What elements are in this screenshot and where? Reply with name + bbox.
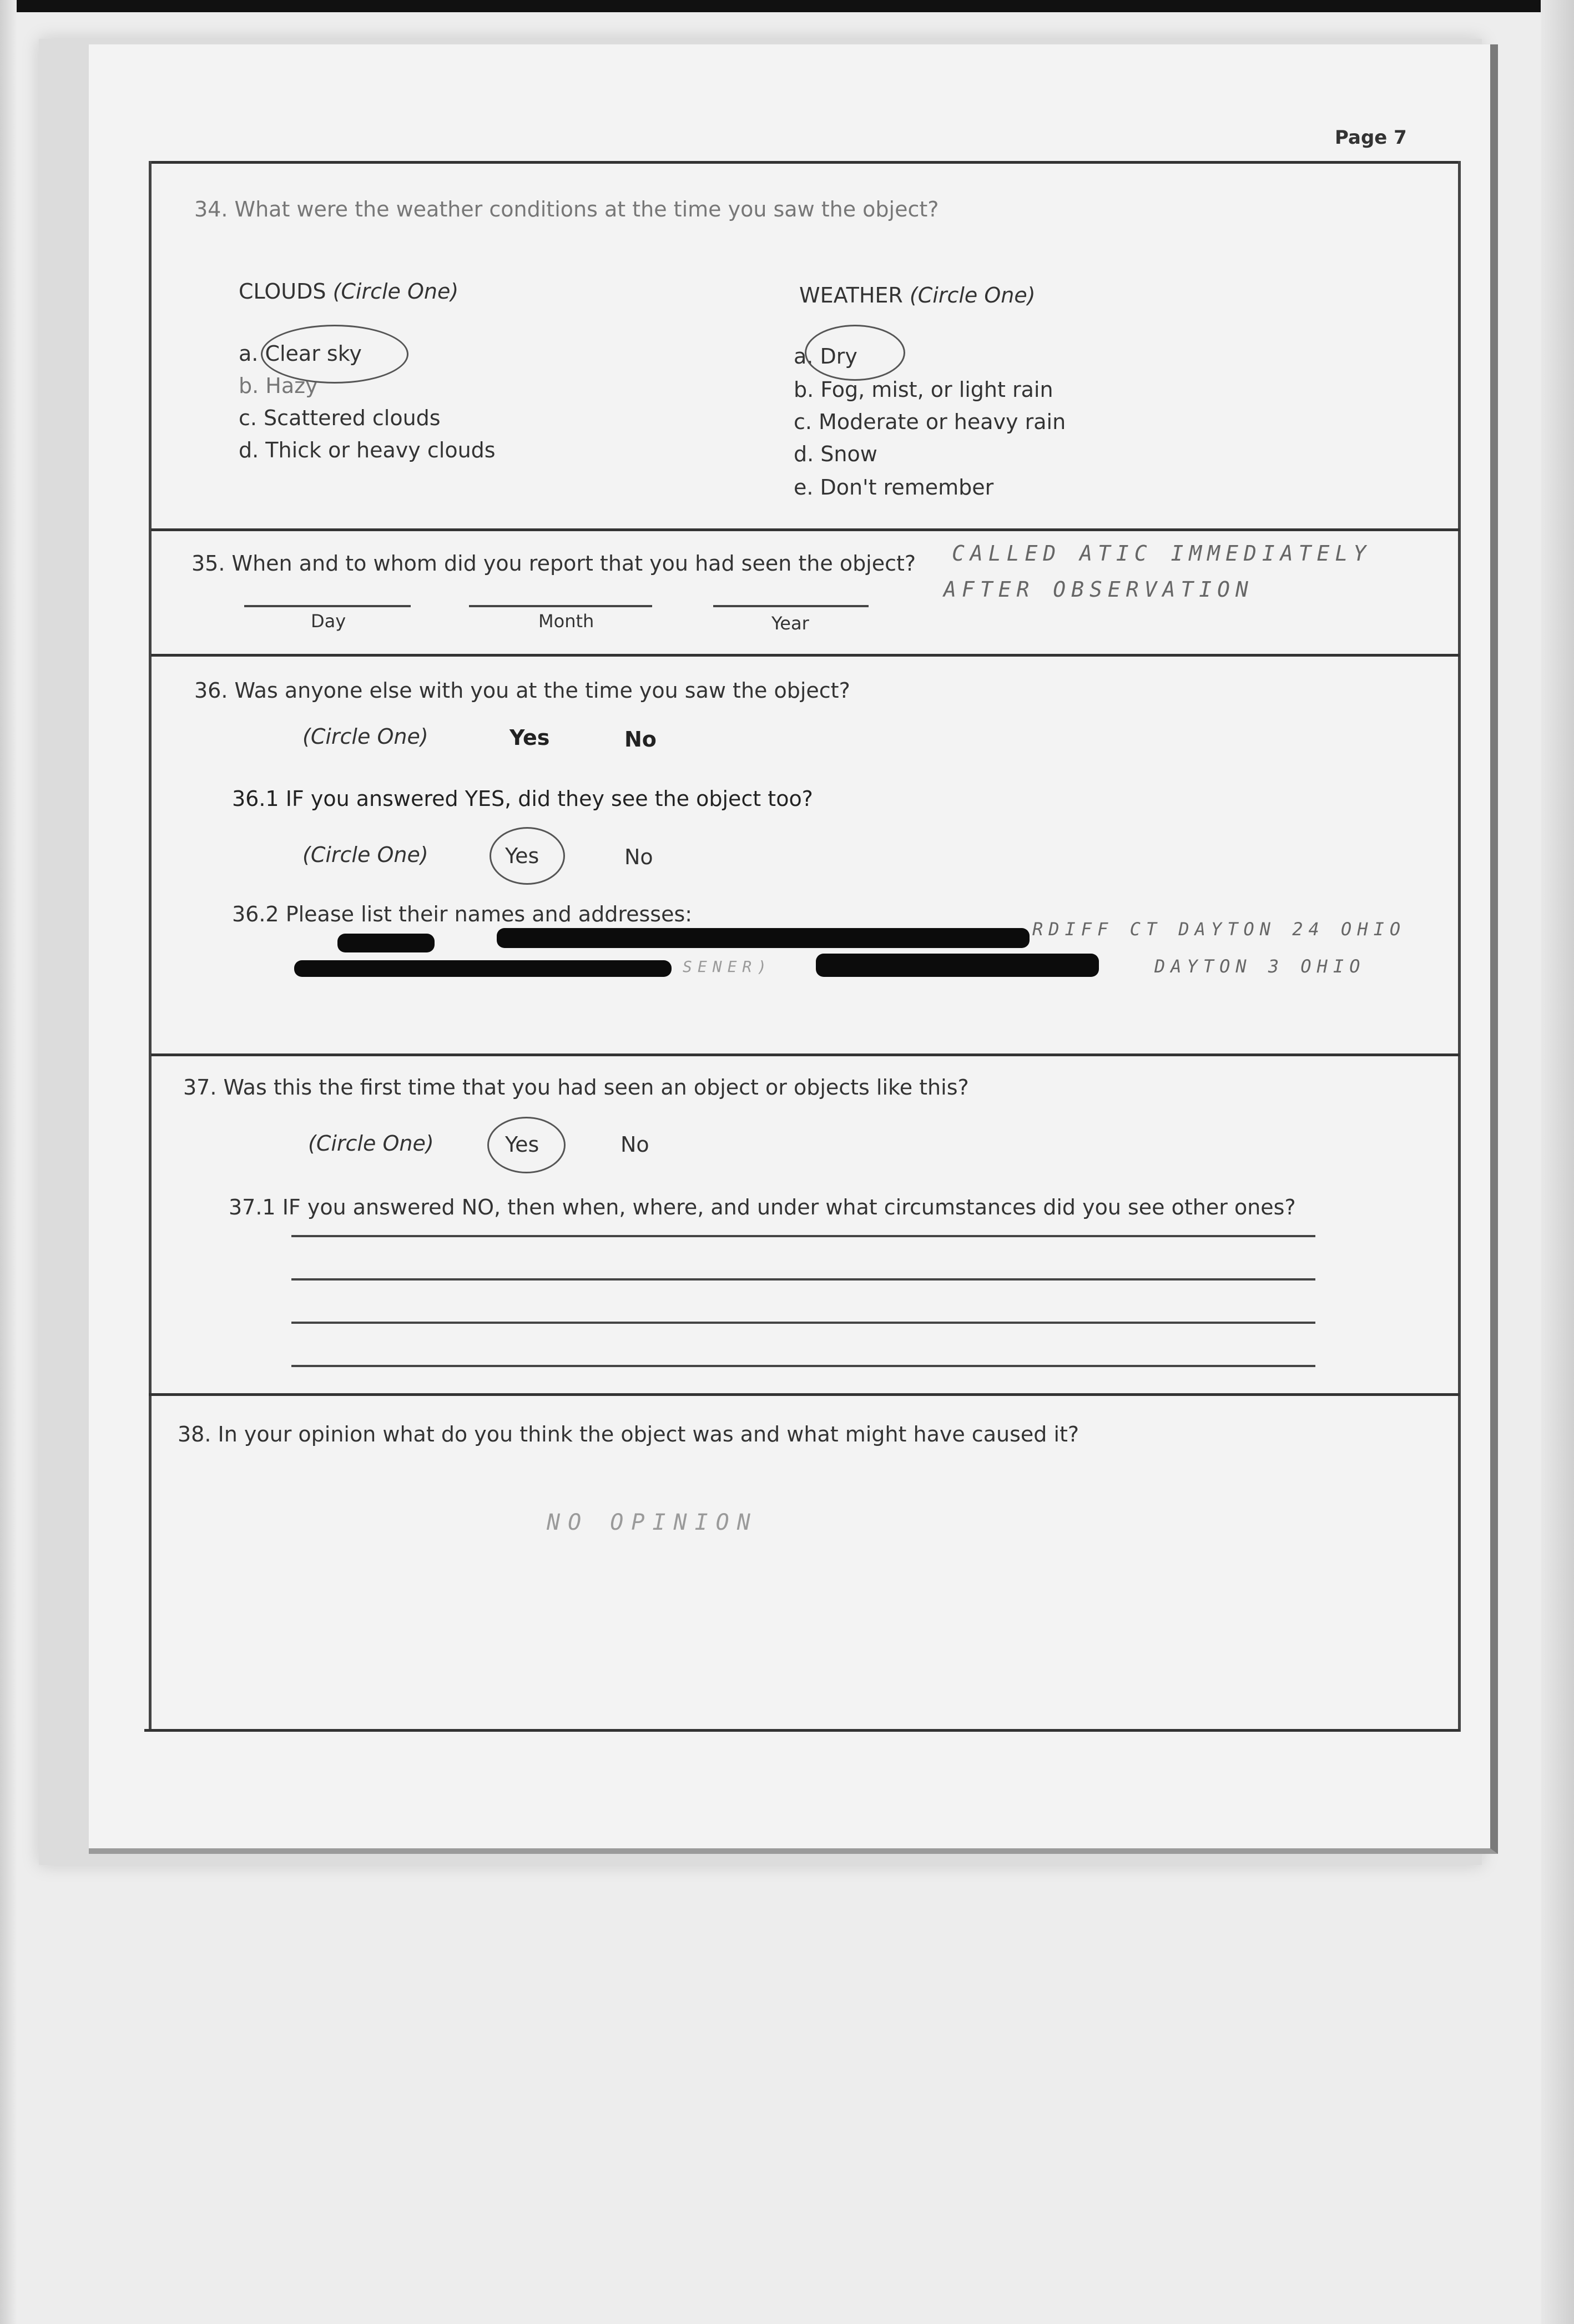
q37-1-answer-line-1 [291, 1235, 1315, 1237]
q37-1-answer-line-2 [291, 1278, 1315, 1281]
weather-option-a[interactable]: a. Dry [794, 344, 857, 369]
q37-1-answer-line-3 [291, 1322, 1315, 1324]
redaction-bar-1 [337, 934, 435, 952]
q36-question: 36. Was anyone else with you at the time you saw the object? [194, 678, 850, 703]
weather-heading-text: WEATHER [799, 283, 903, 307]
film-border-top [0, 0, 1574, 12]
divider-37-38 [149, 1393, 1460, 1396]
year-blank [713, 605, 869, 607]
divider-34-35 [151, 528, 1460, 531]
redaction-bar-4 [816, 954, 1099, 977]
weather-instruction: (Circle One) [909, 283, 1036, 307]
film-border-left [0, 0, 17, 2324]
clouds-heading-text: CLOUDS [239, 279, 326, 304]
q38-question: 38. In your opinion what do you think the object was and what might have caused it? [178, 1422, 1079, 1446]
box-bottom-border [144, 1729, 1460, 1732]
q35-handwritten-line-2: AFTER OBSERVATION [944, 577, 1254, 602]
q36-yes-option[interactable]: Yes [509, 725, 550, 750]
q37-yes-circle [487, 1117, 566, 1173]
q36-2-handwritten-2: SENER) [683, 957, 773, 976]
redaction-bar-3 [294, 960, 672, 977]
q37-instruction: (Circle One) [308, 1131, 434, 1156]
page-number: Page 7 [1335, 127, 1407, 149]
box-right-border [1458, 161, 1461, 1732]
clouds-option-a[interactable]: a. Clear sky [239, 341, 362, 366]
weather-heading [799, 283, 1036, 307]
divider-36-37 [151, 1053, 1460, 1056]
box-top-border [151, 161, 1461, 164]
clouds-option-b[interactable]: b. Hazy [239, 374, 318, 398]
redaction-bar-2 [497, 928, 1030, 948]
weather-option-d[interactable]: d. Snow [794, 442, 877, 466]
q36-1-instruction: (Circle One) [302, 843, 428, 867]
clouds-selection-mark [261, 325, 408, 384]
q36-1-no-option[interactable]: No [624, 845, 653, 869]
q36-2-handwritten-1: RDIFF CT DAYTON 24 OHIO [1032, 919, 1406, 940]
q38-handwritten-answer: NO OPINION [547, 1510, 758, 1535]
q37-question: 37. Was this the first time that you had seen an object or objects like this? [183, 1075, 969, 1100]
q36-2-handwritten-3: DAYTON 3 OHIO [1154, 956, 1366, 977]
clouds-heading [239, 279, 458, 304]
q36-instruction: (Circle One) [302, 724, 428, 749]
q36-1-yes-option[interactable]: Yes [505, 844, 539, 868]
q35-question: 35. When and to whom did you report that you had seen the object? [191, 551, 916, 576]
q37-1-question: 37.1 IF you answered NO, then when, where, and under what circumstances did you see other ones? [229, 1195, 1296, 1219]
day-label: Day [311, 611, 346, 632]
clouds-option-d[interactable]: d. Thick or heavy clouds [239, 438, 496, 462]
month-blank [469, 605, 652, 607]
year-label: Year [771, 613, 809, 634]
q36-2-question: 36.2 Please list their names and addresses: [232, 902, 693, 926]
clouds-option-c[interactable]: c. Scattered clouds [239, 406, 441, 430]
q37-yes-option[interactable]: Yes [505, 1132, 539, 1157]
weather-option-b[interactable]: b. Fog, mist, or light rain [794, 377, 1053, 402]
form-page [89, 44, 1498, 1854]
q36-1-yes-circle [490, 827, 565, 885]
box-left-border [149, 161, 152, 1732]
day-blank [244, 605, 411, 607]
clouds-instruction: (Circle One) [332, 279, 459, 304]
q37-1-answer-line-4 [291, 1365, 1315, 1367]
weather-option-e[interactable]: e. Don't remember [794, 475, 994, 500]
month-label: Month [538, 611, 594, 632]
q36-no-option[interactable]: No [624, 727, 657, 752]
q37-no-option[interactable]: No [620, 1132, 649, 1157]
q34-question: 34. What were the weather conditions at the time you saw the object? [194, 197, 939, 221]
film-border-right [1541, 0, 1574, 2324]
weather-selection-mark [805, 325, 905, 381]
weather-option-c[interactable]: c. Moderate or heavy rain [794, 410, 1066, 434]
q35-handwritten-line-1: CALLED ATIC IMMEDIATELY [952, 541, 1372, 566]
divider-35-36 [151, 654, 1460, 657]
q36-1-question: 36.1 IF you answered YES, did they see the object too? [232, 787, 813, 811]
